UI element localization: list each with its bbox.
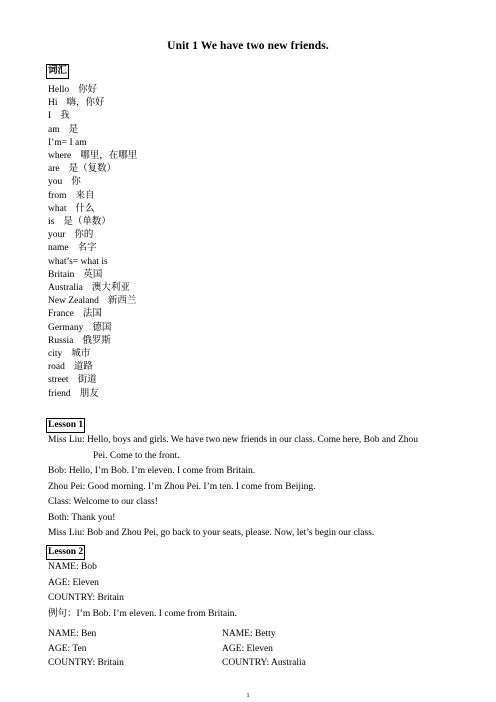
profile-country: COUNTRY: Britain: [48, 658, 124, 668]
vocab-item: are 是（复数）: [48, 164, 117, 175]
lesson2-profile: [48, 560, 458, 622]
dialogue-line: Zhou Pei: Good morning. I’m Zhou Pei. I’m ten. I come from Beijing.: [48, 481, 316, 492]
vocab-item: friend 朋友: [48, 388, 99, 399]
vocab-item: Britain 英国: [48, 269, 103, 280]
vocab-item: Hello 你好: [48, 85, 98, 95]
vocab-item: what 什么: [48, 203, 95, 214]
dialogue-line: Both: Thank you!: [48, 512, 116, 523]
vocab-item: am 是: [48, 124, 79, 135]
vocab-item: your 你的: [48, 230, 94, 241]
vocab-item: New Zealand 新西兰: [48, 296, 137, 307]
vocab-item: I 我: [48, 111, 70, 122]
vocab-item: Germany 德国: [48, 322, 112, 333]
vocab-item: name 名字: [48, 243, 97, 254]
vocab-item: Australia 澳大利亚: [48, 283, 130, 294]
profile-country: COUNTRY: Australia: [222, 658, 306, 668]
lesson1-heading: Lesson 1: [46, 418, 85, 433]
profile-card-right: [222, 627, 306, 671]
dialogue-line: Bob: Hello, I’m Bob. I’m eleven. I come from Britain.: [48, 466, 256, 476]
vocab-item: Russia 俄罗斯: [48, 335, 111, 346]
dialogue-line: Miss Liu: Hello, boys and girls. We have two new friends in our class. Come here, Bob and Zhou: [48, 435, 419, 445]
profile-name: NAME: Betty: [222, 629, 276, 639]
profile-name: NAME: Ben: [48, 629, 97, 639]
profile-age: AGE: Eleven: [48, 577, 99, 588]
dialogue-line: Class: Welcome to our class!: [48, 497, 158, 507]
profile-age: AGE: Ten: [48, 643, 87, 654]
vocab-item: I’m= I am: [48, 137, 87, 148]
vocab-heading: 词汇: [46, 64, 69, 79]
vocab-item: what’s= what is: [48, 256, 108, 267]
vocab-item: is 是（单数）: [48, 217, 111, 228]
profile-country: COUNTRY: Britain: [48, 593, 124, 603]
unit-title: Unit 1 We have two new friends.: [167, 40, 329, 52]
vocab-item: road 道路: [48, 362, 93, 373]
profile-age: AGE: Eleven: [222, 643, 273, 654]
vocab-item: France 法国: [48, 309, 102, 320]
dialogue-line: Pei. Come to the front.: [93, 450, 180, 461]
vocab-list: [48, 84, 137, 401]
vocab-item: you 你: [48, 177, 81, 188]
lesson2-heading: Lesson 2: [46, 545, 85, 560]
dialogue-line: Miss Liu: Bob and Zhou Pei, go back to your seats, please. Now, let’s begin our class.: [48, 528, 375, 538]
profile-card-left: [48, 627, 124, 671]
vocab-item: where 哪里，在哪里: [48, 151, 138, 162]
vocab-item: city 城市: [48, 349, 91, 360]
page-number: 1: [246, 692, 250, 699]
profile-name: NAME: Bob: [48, 562, 97, 572]
vocab-item: street 街道: [48, 375, 97, 386]
example-sentence: 例句：I’m Bob. I’m eleven. I come from Britain.: [48, 608, 237, 619]
vocab-item: Hi 嗨，你好: [48, 98, 105, 109]
vocab-item: from 来自: [48, 190, 95, 201]
lesson1-dialogue: [48, 433, 458, 542]
